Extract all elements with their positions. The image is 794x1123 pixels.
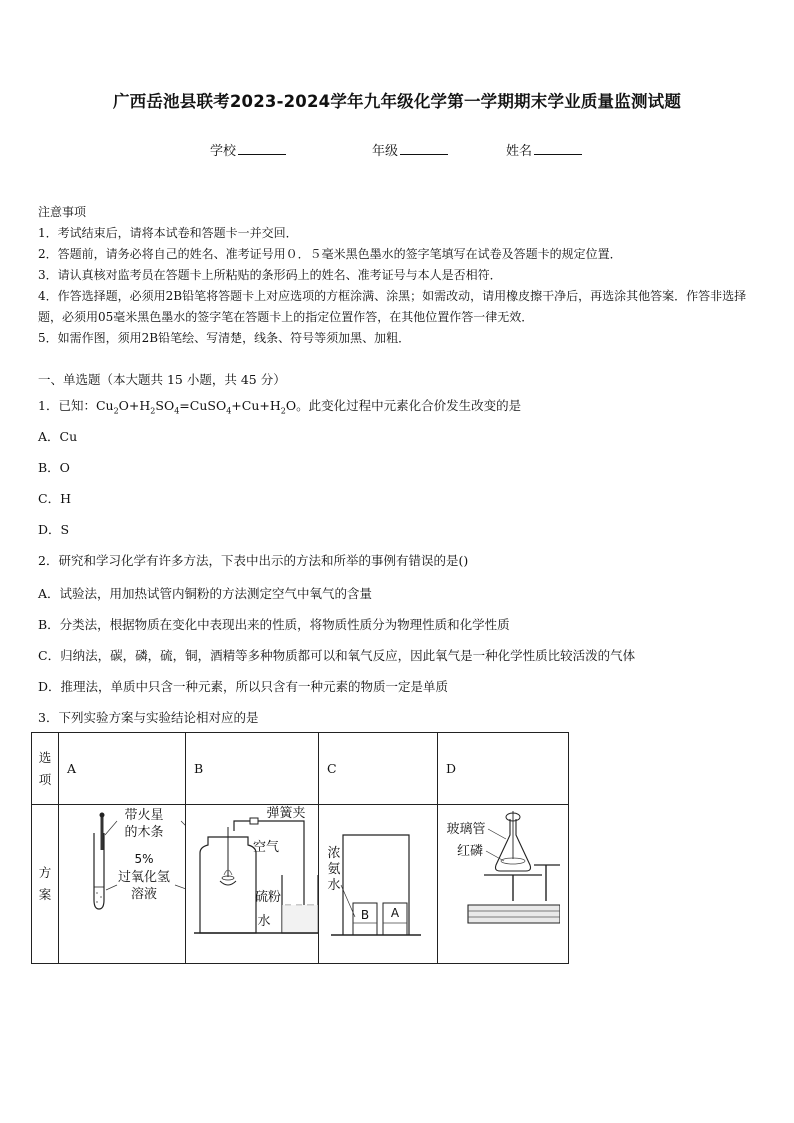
school-field	[210, 140, 286, 159]
q2-option-a[interactable]: A．试验法，用加热试管内铜粉的方法测定空气中氧气的含量	[38, 586, 373, 601]
label-percent: 5%	[134, 852, 154, 866]
q1-option-d[interactable]: D．S	[38, 522, 70, 537]
name-field	[506, 140, 582, 159]
label-spring-clamp: 弹簧夹	[266, 806, 306, 821]
q1-option-c[interactable]: C．H	[38, 491, 71, 506]
figure-d-cell	[438, 805, 569, 964]
q2-option-d[interactable]: D．推理法，单质中只含一种元素，所以只含有一种元素的物质一定是单质	[38, 679, 449, 694]
notice-item-4: 4．作答选择题，必须用2B铅笔将答题卡上对应选项的方框涂满、涂黑；如需改动，请用橡皮擦干净后，再选涂其他答案．作答非选择题，必须用05毫米黑色墨水的签字笔在答题卡上的指定位置作答，在其他位置作答一律无效．	[38, 289, 747, 324]
notice-heading: 注意事项	[38, 205, 87, 219]
label-water-c: 水	[327, 878, 341, 893]
q1-option-a[interactable]: A．Cu	[38, 429, 78, 444]
figure-a-test-tubes	[59, 805, 185, 960]
q1-option-b[interactable]: B．O	[38, 460, 70, 475]
figure-c-cell	[319, 805, 438, 964]
grade-label: 年级	[372, 144, 399, 159]
question-2-stem: 2．研究和学习化学有许多方法，下表中出示的方法和所举的事例有错误的是()	[38, 553, 469, 568]
header-scheme-cell: 方 案	[32, 805, 59, 964]
table-row-options	[32, 733, 569, 805]
col-d-header: D	[438, 733, 569, 805]
q2-option-c[interactable]: C．归纳法，碳，磷，硫，铜，酒精等多种物质都可以和氧气反应，因此氧气是一种化学性质比较活泼的气体	[38, 648, 636, 663]
table-row-schemes	[32, 805, 569, 964]
page-title: 广西岳池县联考2023-2024学年九年级化学第一学期期末学业质量监测试题	[112, 92, 682, 111]
spring-clamp	[250, 818, 258, 824]
figure-a-cell	[59, 805, 186, 964]
label-solution: 溶液	[130, 887, 158, 902]
notice-item-3: 3．请认真核对监考员在答题卡上所粘贴的条形码上的姓名、准考证号与本人是否相符．	[38, 268, 502, 282]
label-water: 水	[257, 914, 271, 929]
question-1-stem: 1．已知：$Cu_2O+H_2SO_4=CuSO_4+Cu+H_2O$。此变化过程中元素化合价发生改变的是	[38, 398, 522, 416]
label-ammonia: 氨	[327, 862, 341, 877]
label-beaker-a: A	[390, 906, 400, 920]
col-c-header: C	[319, 733, 438, 805]
grade-blank	[400, 142, 448, 155]
balance-base	[468, 905, 560, 923]
notice-item-5: 5．如需作图，须用2B铅笔绘、写清楚，线条、符号等须加黑、加粗．	[38, 331, 411, 345]
label-glass-tube: 玻璃管	[446, 822, 486, 837]
combustion-spoon	[220, 881, 236, 885]
label-glowing: 带火星	[124, 808, 164, 823]
figure-c-diffusion	[319, 805, 429, 960]
question-3-stem: 3．下列实验方案与实验结论相对应的是	[38, 710, 259, 725]
figure-b-apparatus	[186, 805, 318, 960]
figure-b-cell	[186, 805, 319, 964]
col-a-header: A	[59, 733, 186, 805]
col-b-header: B	[186, 733, 319, 805]
label-h2o2: 过氧化氢	[117, 870, 171, 885]
q2-option-b[interactable]: B．分类法，根据物质在变化中表现出来的性质，将物质性质分为物理性质和化学性质	[38, 617, 510, 632]
notice-item-2: 2．答题前，请务必将自己的姓名、准考证号用０．５毫米黑色墨水的签字笔填写在试卷及答题卡的规定位置．	[38, 247, 622, 261]
name-blank	[534, 142, 582, 155]
grade-field	[372, 140, 448, 159]
label-sulfur: 硫粉	[254, 890, 282, 905]
figure-d-balance	[438, 805, 560, 960]
header-options-cell: 选 项	[32, 733, 59, 805]
school-label: 学校	[210, 144, 237, 159]
label-air: 空气	[252, 840, 280, 855]
school-blank	[238, 142, 286, 155]
label-splint: 的木条	[124, 825, 164, 840]
label-beaker-b: B	[360, 908, 370, 922]
label-conc: 浓	[327, 846, 341, 861]
experiment-table	[31, 732, 569, 964]
section-heading: 一、单选题（本大题共 15 小题，共 45 分）	[38, 372, 286, 387]
name-label: 姓名	[506, 144, 533, 159]
notice-item-1: 1．考试结束后，请将本试卷和答题卡一并交回．	[38, 226, 298, 240]
label-red-phosphorus: 红磷	[456, 844, 484, 859]
